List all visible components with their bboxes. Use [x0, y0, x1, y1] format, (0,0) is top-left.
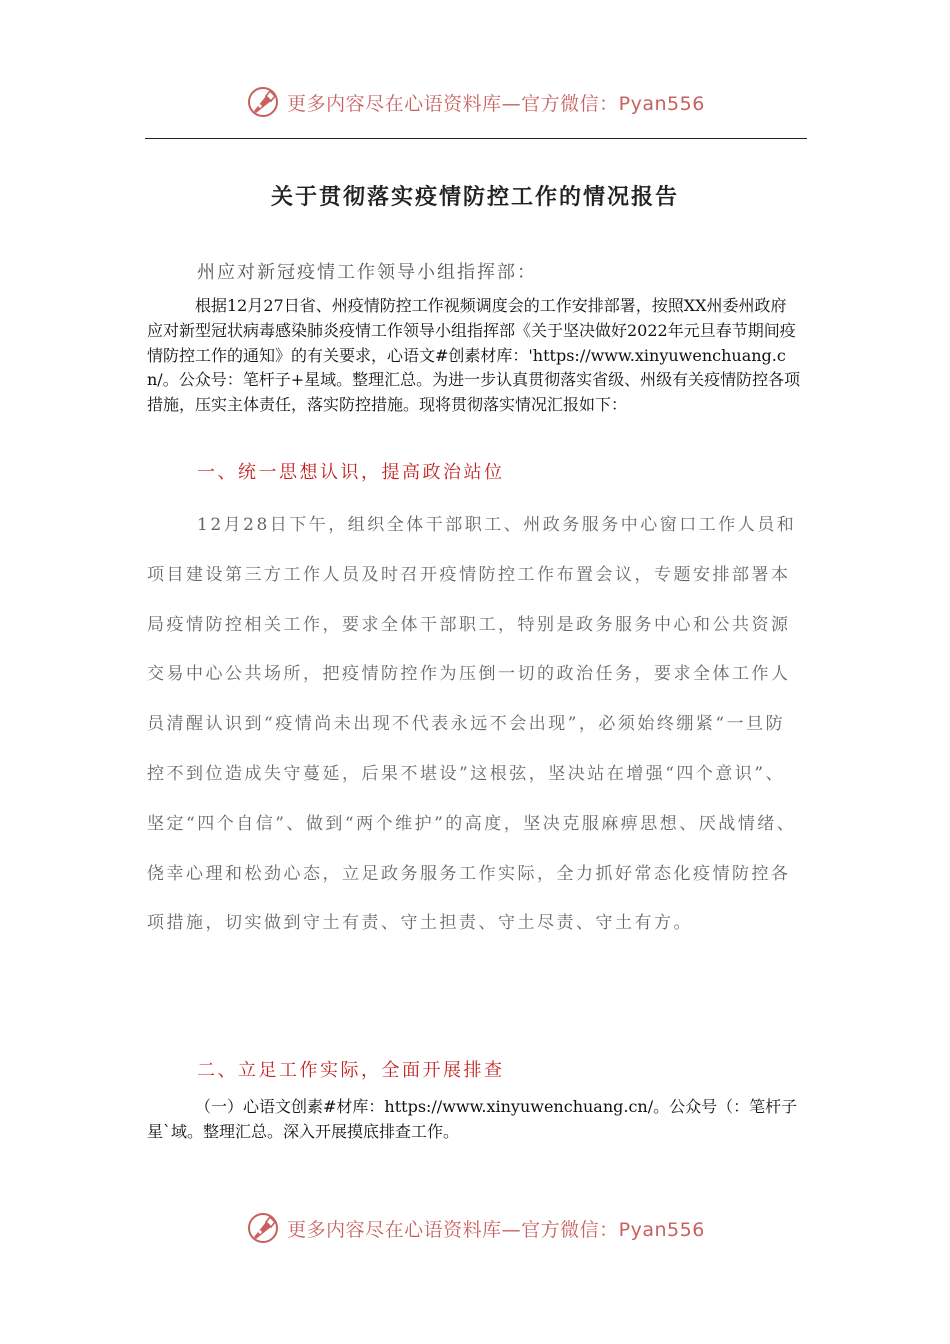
footer-banner [0, 1208, 950, 1248]
section-heading-2: 二、立足工作实际，全面开展排查 [197, 1060, 505, 1081]
section-1-paragraph: 12月28日下午，组织全体干部职工、州政务服务中心窗口工作人员和项目建设第三方工作人员及时召开疫情防控工作布置会议，专题安排部署本局疫情防控相关工作，要求全体干部职工，特别是政务服务中心和公共资源交易中心公共场所，把疫情防控作为压倒一切的政治任务，要求全体工作人员清醒认识到“疫情尚未出现不代表永远不会出现”，必须始终绷紧“一旦防控不到位造成失守蔓延，后果不堪设”这根弦，坚决站在增强“四个意识”、坚定“四个自信”、做到“两个维护”的高度，坚决克服麻痹思想、厌战情绪、侥幸心理和松劲心态，立足政务服务工作实际，全力抓好常态化疫情防控各项措施，切实做到守土有责、守土担责、守土尽责、守土有方。 [147, 515, 797, 934]
addressee: 州应对新冠疫情工作领导小组指挥部： [197, 262, 537, 283]
header-banner [0, 82, 950, 122]
header-divider [145, 138, 807, 139]
document-title: 关于贯彻落实疫情防控工作的情况报告 [270, 184, 679, 210]
banner-text: 更多内容尽在心语资料库—官方微信：Pyan556 [287, 92, 705, 115]
intro-paragraph: 根据12月27日省、州疫情防控工作视频调度会的工作安排部署，按照XX州委州政府应对新型冠状病毒感染肺炎疫情工作领导小组指挥部《关于坚决做好2022年元旦春节期间疫情防控工作的通知》的有关要求，心语文#创素材库：'https://www.xinyuwenchuang.cn/。公众号：笔杆子+星域。整理汇总。为进一步认真贯彻落实省级、州级有关疫情防控各项措施，压实主体责任，落实防控措施。现将贯彻落实情况汇报如下： [147, 296, 801, 415]
banner-text: 更多内容尽在心语资料库—官方微信：Pyan556 [287, 1218, 705, 1241]
section-heading-1: 一、统一思想认识，提高政治站位 [197, 462, 505, 483]
subsection-1-paragraph: （一）心语文创素#材库：https://www.xinyuwenchuang.cn/。公众号（：笔杆子星`域。整理汇总。深入开展摸底排查工作。 [147, 1097, 798, 1141]
pen-nib-logo-icon [245, 1210, 281, 1246]
pen-nib-logo-icon [245, 84, 281, 120]
